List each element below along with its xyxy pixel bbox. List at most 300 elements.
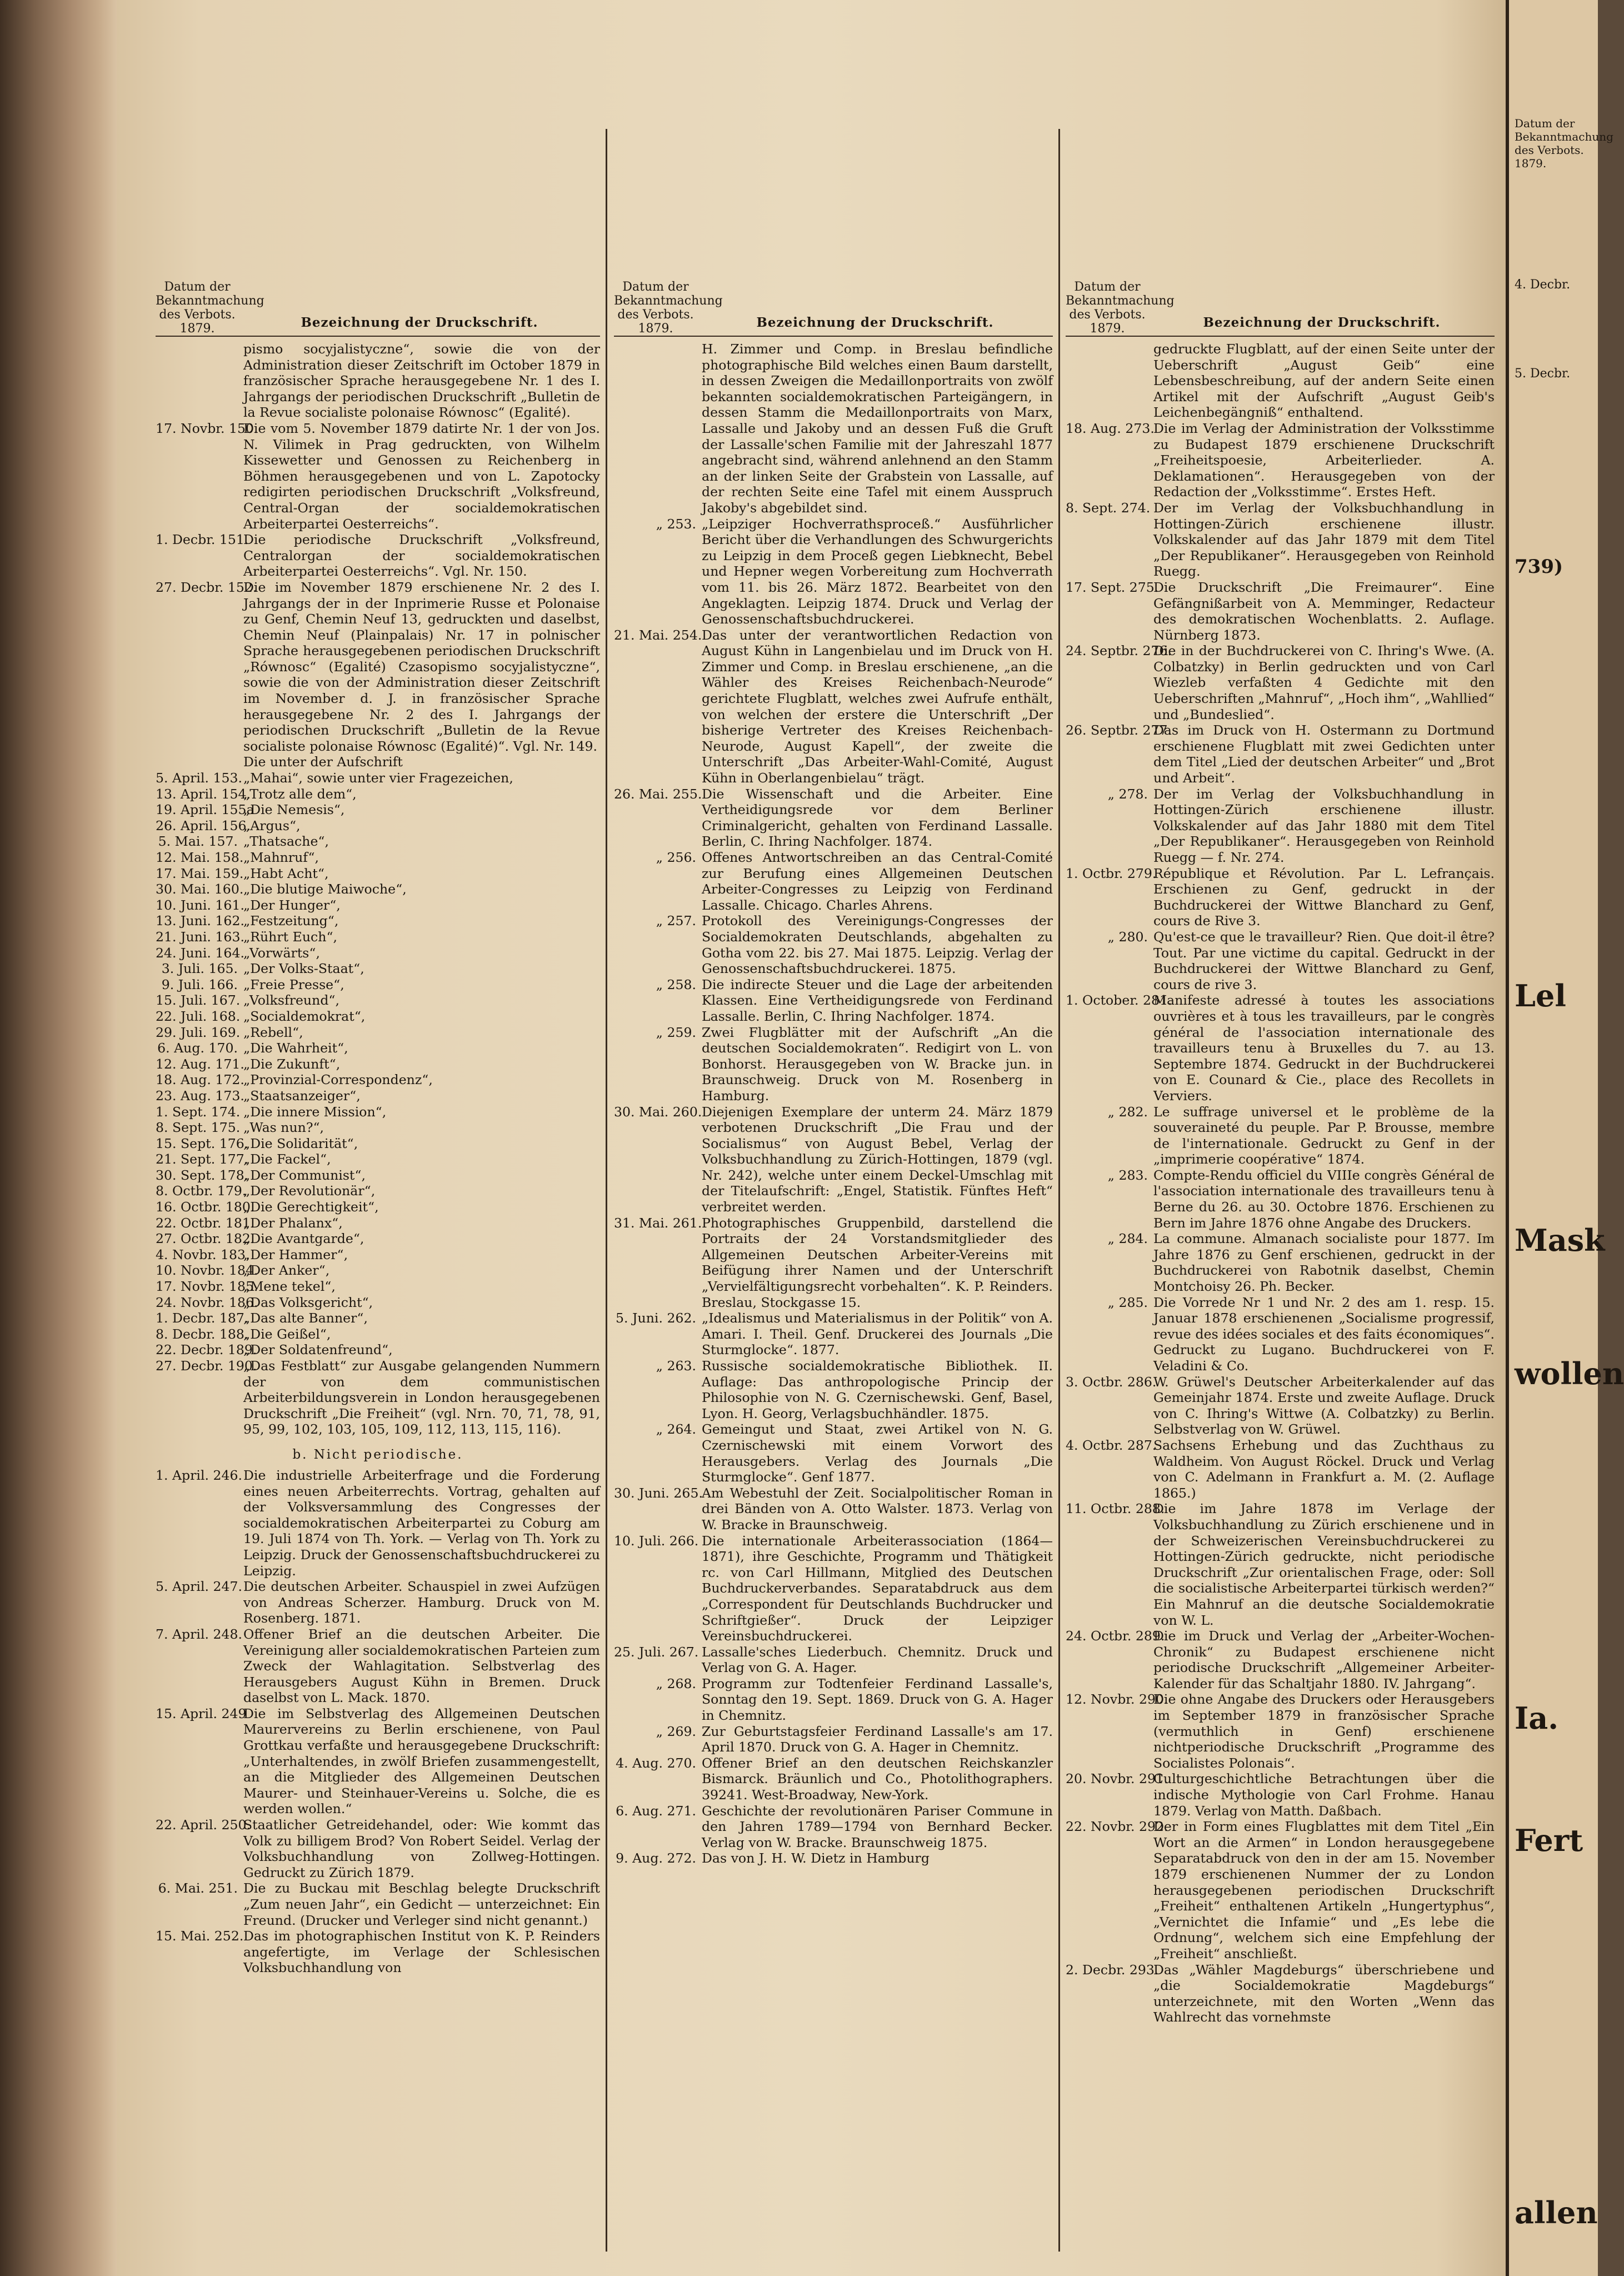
entry-date: „ 282.: [1107, 1104, 1148, 1120]
entry-text: Photographisches Gruppenbild, darstellend die Portraits der 24 Vorstandsmitglieder des Allgemeinen Deutschen Arbeiter-Vereins mit Beifügung ihrer Namen und der Unterschrift „Vervielfältigungsrecht vorbehalten“. K. P. Reinders. Breslau, Stockgasse 15.: [702, 1215, 1053, 1310]
entry-text: „Rührt Euch“,: [243, 929, 338, 945]
list-item: [614, 786, 1053, 850]
list-item: [614, 1310, 1053, 1358]
entry-text: „Mahnruf“,: [243, 850, 319, 865]
entry-text: Die deutschen Arbeiter. Schauspiel in zwei Aufzügen von Andreas Scherzer. Hamburg. Druck von M. Rosenberg. 1871.: [243, 1579, 600, 1626]
entry-text: „Freie Presse“,: [243, 976, 344, 992]
entry-date: 3. Juli. 165.: [161, 961, 238, 977]
entry-date: „ 280.: [1107, 929, 1148, 945]
entry-text: Die vom 5. November 1879 datirte Nr. 1 der von Jos. N. Vilimek in Prag gedruckten, von Wilhelm Kissewetter und Genossen zu Reichenberg in Böhmen herausgegebenen und von L. Zapotocky redigirten periodischen Druckschrift „Volksfreund, Central-Organ der socialdemokratischen Arbeiterpartei Oesterreichs“.: [243, 420, 600, 532]
entry-date: 6. Aug. 170.: [157, 1040, 238, 1056]
next-page-ad: Fert: [1515, 1823, 1583, 1858]
list-item: [156, 532, 600, 580]
list-item: [156, 881, 600, 897]
list-item: [156, 929, 600, 945]
list-item: [156, 1025, 600, 1041]
entry-date: 4. Octbr. 287.: [1066, 1437, 1157, 1453]
entry-text: „Die Geißel“,: [243, 1326, 331, 1342]
list-item: [1066, 1771, 1495, 1819]
entry-text: „Vorwärts“,: [243, 945, 320, 961]
list-item: [156, 1183, 600, 1199]
section-heading: b. Nicht periodische.: [292, 1447, 463, 1462]
list-item: [1066, 643, 1495, 722]
entry-text: „Der Hunger“,: [243, 897, 341, 913]
entry-text: gedruckte Flugblatt, auf der einen Seite unter der Ueberschrift „August Geib“ eine Lebensbeschreibung, auf der andern Seite einen Artikel mit der Aufschrift „August Geib's Leichenbegängniß“ enthaltend.: [1153, 341, 1495, 421]
entry-date: 27. Decbr. 190.: [156, 1358, 257, 1374]
entry-date: 15. Mai. 252.: [156, 1928, 244, 1944]
entry-date: 21. Juni. 163.: [156, 929, 244, 945]
next-page-ad: Ia.: [1515, 1700, 1559, 1736]
entry-date: 22. Novbr. 292.: [1066, 1819, 1168, 1835]
list-item: [1066, 722, 1495, 786]
entry-list: [156, 341, 600, 1976]
entry-text: Das im Druck von H. Ostermann zu Dortmund erschienene Flugblatt mit zwei Gedichten unter dem Titel „Lied der deutschen Arbeiter“ und „Brot und Arbeit“.: [1153, 722, 1495, 786]
entry-date: 24. Septbr. 276.: [1066, 643, 1172, 659]
list-item: [156, 1468, 600, 1579]
entry-date: 1. October. 281.: [1066, 992, 1172, 1009]
entry-date: 22. Decbr. 189.: [156, 1342, 257, 1358]
list-item: [1066, 1295, 1495, 1374]
list-item: [1066, 1819, 1495, 1961]
entry-text: Die industrielle Arbeiterfrage und die Forderung eines neuen Arbeiterrechts. Vortrag, gehalten auf der Volksversammlung des Congresses der socialdemokratischen Arbeiterpartei zu Coburg am 19. Juli 1874 von Th. York. — Verlag von Th. York zu Leipzig. Druck der Genossenschaftsbuchdruckerei zu Leipzig.: [243, 1467, 600, 1579]
list-item: [614, 1104, 1053, 1215]
list-item: [156, 1247, 600, 1263]
entry-date: 26. April. 156.: [156, 817, 251, 833]
next-page-ad: allen: [1515, 2195, 1598, 2230]
entry-date: 12. Novbr. 290.: [1066, 1691, 1168, 1708]
list-item: [1066, 929, 1495, 992]
entry-date: 6. Aug. 271.: [616, 1803, 696, 1819]
entry-date: 5. Mai. 157.: [158, 833, 238, 850]
entry-text: „Die blutige Maiwoche“,: [243, 881, 407, 897]
entry-text: Offenes Antwortschreiben an das Central-Comité zur Berufung eines Allgemeinen Deutschen Arbeiter-Congresses zu Leipzig von Ferdinand Lassalle. Chicago. Charles Ahrens.: [702, 850, 1053, 913]
entry-text: „Die Solidarität“,: [243, 1135, 358, 1151]
entry-text: Die im Selbstverlag des Allgemeinen Deutschen Maurervereins zu Berlin erschienene, von Paul Grottkau verfaßte und herausgegebene Druckschrift: „Unterhaltendes, in zwölf Briefen zusammengestellt, an die Mitglieder des Allgemeinen Deutschen Maurer- und Steinhauer-Vereins u. Solche, die es werden wollen.“: [243, 1705, 600, 1817]
list-item: [614, 1025, 1053, 1104]
entry-text: „Leipziger Hochverrathsproceß.“ Ausführlicher Bericht über die Verhandlungen des Schwurgerichts zu Leipzig in dem Proceß gegen Liebknecht, Bebel und Hepner wegen Vorbereitung zum Hochverrath vom 11. bis 26. März 1872. Bearbeitet von den Angeklagten. Leipzig 1874. Druck und Verlag der Genossenschaftsbuchdruckerei.: [702, 516, 1053, 627]
entry-text: „Die innere Mission“,: [243, 1104, 387, 1120]
entry-date: 1. April. 246.: [156, 1467, 243, 1483]
list-item: [156, 1262, 600, 1279]
list-item: [1066, 1167, 1495, 1231]
entry-date: 13. April. 154.: [156, 786, 251, 802]
entry-date: 24. Juni. 164.: [156, 945, 244, 961]
entry-text: „Die Avantgarde“,: [243, 1231, 364, 1247]
entry-text: Sachsens Erhebung und das Zuchthaus zu Waldheim. Von August Röckel. Druck und Verlag von C. Adelmann in Frankfurt a. M. (2. Auflage 1865.): [1153, 1437, 1495, 1501]
list-item: [614, 1755, 1053, 1803]
entry-date: „ 256.: [656, 850, 696, 865]
entry-text: Offener Brief an die deutschen Arbeiter. Die Vereinigung aller socialdemokratischen Parteien zum Zweck der Wahlagitation. Selbstverlag des Herausgebers August Kühn in Bremen. Druck daselbst von L. Mack. 1870.: [243, 1626, 600, 1706]
entry-date: „ 269.: [656, 1723, 696, 1739]
entry-text: „Socialdemokrat“,: [243, 1008, 366, 1024]
next-page-ad: Lel: [1515, 978, 1566, 1014]
entry-date: 17. Novbr. 150.: [156, 420, 258, 436]
list-item: [156, 977, 600, 993]
column-1: [156, 129, 600, 2263]
column-header: [1066, 258, 1495, 337]
list-item: [156, 833, 600, 850]
entry-text: Gemeingut und Staat, zwei Artikel von N. G. Czernischewski mit einem Vorwort des Herausgebers. Verlag des Journals „Die Sturmglocke“. Genf 1877.: [702, 1421, 1053, 1485]
column-header: [614, 258, 1053, 337]
list-item: [614, 1358, 1053, 1421]
entry-text: Die periodische Druckschrift „Volksfreund, Centralorgan der socialdemokratischen Arbeiterpartei Oesterreichs“. Vgl. Nr. 150.: [243, 532, 600, 580]
entry-text: Diejenigen Exemplare der unterm 24. März 1879 verbotenen Druckschrift „Die Frau und der Socialismus“ von August Bebel, Verlag der Volksbuchhandlung zu Zürich-Hottingen, 1879 (vgl. Nr. 242), welche unter einem Deckel-Umschlag mit der Titelaufschrift: „Engel, Statistik. Fünftes Heft“ verbreitet werden.: [702, 1104, 1053, 1215]
column-rule: [606, 129, 607, 2252]
entry-text: „Staatsanzeiger“,: [243, 1087, 361, 1104]
entry-text: Das im photographischen Institut von K. P. Reinders angefertigte, im Verlage der Schlesischen Volksbuchhandlung von: [243, 1928, 600, 1976]
entry-text: Der in Form eines Flugblattes mit dem Titel „Ein Wort an die Armen“ in London herausgegebene Separatabdruck von den in der am 15. November 1879 erschienenen Nummer der zu London herausgegebenen periodischen Druckschrift „Freiheit“ enthaltenen Artikeln „Hungertyphus“, „Vernichtet die Infamie“ und „Es lebe die Ordnung“, welchem sich eine Empfehlung der „Freiheit“ anschließt.: [1153, 1819, 1495, 1961]
list-item: [156, 1072, 600, 1088]
entry-text: „Rebell“,: [243, 1024, 303, 1040]
entry-text: Die zu Buckau mit Beschlag belegte Druckschrift „Zum neuen Jahr“, ein Gedicht — unterzeichnet: Ein Freund. (Drucker und Verleger sind nicht genannt.): [243, 1880, 600, 1928]
list-item: [614, 1803, 1053, 1851]
entry-date: 8. Decbr. 188.: [156, 1326, 249, 1342]
list-item: [614, 1533, 1053, 1644]
list-item: [156, 1326, 600, 1342]
next-page-date: 4. Decbr.: [1515, 278, 1571, 292]
list-item: [156, 850, 600, 866]
entry-text: „Provinzial-Correspondenz“,: [243, 1072, 433, 1088]
entry-text: „Der Volks-Staat“,: [243, 961, 364, 977]
entry-text: Die unter der Aufschrift: [243, 754, 403, 770]
entry-date: 1. Octbr. 279.: [1066, 865, 1157, 881]
entry-text: Lassalle'sches Liederbuch. Chemnitz. Druck und Verlag von G. A. Hager.: [702, 1644, 1053, 1676]
list-item: [156, 1817, 600, 1880]
list-item: [1066, 1231, 1495, 1294]
entry-date: [1066, 341, 1153, 421]
entry-date: „ 268.: [656, 1675, 696, 1691]
list-item: [156, 1626, 600, 1706]
entry-text: République et Révolution. Par L. Lefrançais. Erschienen zu Genf, gedruckt in der Buchdruckerei der Wittwe Blanchard zu Genf, cours de Rive 3.: [1153, 865, 1495, 929]
entry-date: 1. Decbr. 151.: [156, 532, 249, 548]
entry-date: 30. Mai. 160.: [156, 881, 244, 897]
entry-date: 26. Septbr. 277.: [1066, 722, 1172, 738]
list-item: [156, 1104, 600, 1120]
entry-date: „ 253.: [656, 516, 696, 532]
list-item: [156, 1706, 600, 1817]
entry-text: „Die Zukunft“,: [243, 1056, 341, 1072]
entry-date: 3. Octbr. 286.: [1066, 1374, 1157, 1390]
entry-date: 31. Mai. 261.: [614, 1215, 702, 1231]
entry-text: Die Druckschrift „Die Freimaurer“. Eine Gefängnißarbeit von A. Memminger, Redacteur des demokratischen Wochenblatts. 2. Auflage. Nürnberg 1873.: [1153, 579, 1495, 643]
entry-date: 5. Juni. 262.: [616, 1310, 696, 1326]
list-item: [156, 1199, 600, 1215]
entry-text: „Thatsache“,: [243, 833, 329, 850]
entry-text: Protokoll des Vereinigungs-Congresses der Socialdemokraten Deutschlands, abgehalten zu Gotha vom 22. bis 27. Mai 1875. Leipzig. Verlag der Genossenschaftsbuchdruckerei. 1875.: [702, 913, 1053, 977]
entry-text: Das von J. H. W. Dietz in Hamburg: [702, 1850, 930, 1866]
list-item: [156, 1579, 600, 1626]
list-item: [156, 421, 600, 532]
list-item: [1066, 341, 1495, 421]
entry-text: „Das Festblatt“ zur Ausgabe gelangenden Nummern der von dem communistischen Arbeiterbildungsverein in London herausgegebenen Druckschrift „Die Freiheit“ (vgl. Nrn. 70, 71, 78, 91, 95, 99, 102, 103, 105, 109, 112, 113, 115, 116).: [243, 1358, 600, 1438]
list-item: [156, 1310, 600, 1326]
entry-text: Zwei Flugblätter mit der Aufschrift „An die deutschen Socialdemokraten“. Redigirt von L. von Bonhorst. Herausgegeben von W. Bracke jun. in Braunschweig. Druck von M. Rosenberg in Hamburg.: [702, 1024, 1053, 1104]
entry-text: Die im Verlag der Administration der Volksstimme zu Budapest 1879 erschienene Druckschrift „Freiheitspoesie, Arbeiterlieder. A. Deklamationen“. Herausgegeben von der Redaction der „Volksstimme“. Erstes Heft.: [1153, 420, 1495, 500]
list-item: [156, 1295, 600, 1311]
entry-text: Das unter der verantwortlichen Redaction von August Kühn in Langenbielau und im Druck von H. Zimmer und Comp. in Breslau erschienene, „an die Wähler des Kreises Reichenbach-Neurode“ gerichtete Flugblatt, welches zwei Aufrufe enthält, von welchen der erstere die Unterschrift „Der bisherige Vertreter des Kreises Reichenbach-Neurode, August Kapell“, der zweite die Unterschrift „Das Arbeiter-Wahl-Comité, August Kühn in Oberlangenbielau“ trägt.: [702, 627, 1053, 786]
list-item: [156, 1120, 600, 1136]
list-item: [614, 977, 1053, 1025]
entry-text: „Die Gerechtigkeit“,: [243, 1199, 379, 1215]
list-item: [156, 580, 600, 755]
entry-date: 20. Novbr. 291.: [1066, 1771, 1168, 1787]
entry-date: 30. Juni. 265.: [614, 1485, 703, 1501]
entry-text: „Mene tekel“,: [243, 1279, 336, 1295]
entry-date: [156, 341, 243, 421]
list-item: [156, 1167, 600, 1184]
entry-text: „Der Anker“,: [243, 1262, 330, 1279]
entry-date: „ 263.: [656, 1358, 696, 1374]
list-item: [614, 341, 1053, 516]
entry-text: „Die Wahrheit“,: [243, 1040, 348, 1056]
next-page-ad: wollen: [1515, 1356, 1624, 1391]
list-item: [156, 1279, 600, 1295]
date-header: Datum der Bekanntmachung des Verbots. 1879.: [156, 280, 264, 336]
list-item: [156, 1151, 600, 1167]
entry-date: 18. Aug. 172.: [156, 1072, 244, 1088]
list-item: [156, 754, 600, 770]
entry-text: Die im Jahre 1878 im Verlage der Volksbuchhandlung zu Zürich erschienene und in der Schweizerischen Vereinsbuchdruckerei zu Hottingen-Zürich gedruckte, nicht periodische Druckschrift „Zur orientalischen Frage, oder: Soll die socialistische Arbeiterpartei türkisch werden?“ Ein Mahnruf an die deutsche Socialdemokratie von W. L.: [1153, 1501, 1495, 1628]
entry-date: 8. Octbr. 179.: [156, 1183, 247, 1199]
list-item: [614, 1485, 1053, 1533]
entry-text: Le suffrage universel et le problème de la souveraineté du peuple. Par P. Brousse, membre de l'internationale. Gedruckt zu Genf in der „imprimerie coopérative“ 1874.: [1153, 1104, 1495, 1167]
list-item: [1066, 1501, 1495, 1628]
entry-date: 1. Sept. 174.: [156, 1104, 241, 1120]
entry-date: „ 283.: [1107, 1167, 1148, 1183]
entry-date: 4. Aug. 270.: [616, 1755, 696, 1771]
entry-text: Die ohne Angabe des Druckers oder Herausgebers im September 1879 in französischer Sprache (vermuthlich in Genf) erschienene nichtperiodische Druckschrift „Programme des Socialistes Polonais“.: [1153, 1691, 1495, 1771]
list-item: [156, 1136, 600, 1152]
entry-text: pismo socyjalistyczne“, sowie die von der Administration dieser Zeitschrift im October 1879 in französischer Sprache herausgegebene Nr. 1 des I. Jahrgangs der periodischen Druckschrift „Bulletin de la Revue socialiste polonaise Równosc“ (Egalité).: [243, 341, 600, 421]
entry-text: „Der Phalanx“,: [243, 1215, 343, 1231]
entry-date: 1. Decbr. 187.: [156, 1310, 249, 1326]
entry-text: „Mahai“, sowie unter vier Fragezeichen,: [243, 770, 513, 786]
entry-date: 26. Mai. 255.: [614, 786, 702, 802]
column-2: [614, 129, 1053, 2263]
entry-date: 5. April. 247.: [156, 1579, 243, 1595]
entry-text: Die Wissenschaft und die Arbeiter. Eine Vertheidigungsrede vor dem Berliner Criminalgericht, gehalten von Ferdinand Lassalle. Berlin, C. Ihring Nachfolger. 1874.: [702, 786, 1053, 850]
entry-date: „ 258.: [656, 976, 696, 992]
next-page-ad: Mask: [1515, 1222, 1605, 1258]
list-item: [1066, 580, 1495, 643]
list-item: [156, 1358, 600, 1438]
entry-text: „Volksfreund“,: [243, 992, 339, 1009]
list-item: [614, 1215, 1053, 1311]
entry-date: 27. Decbr. 152.: [156, 579, 257, 595]
entry-text: Russische socialdemokratische Bibliothek. II. Auflage: Das anthropologische Princip der Philosophie von N. G. Czernischewski. Genf, Basel, Lyon. H. Georg, Verlagsbuchhändler. 1875.: [702, 1358, 1053, 1421]
list-item: [156, 802, 600, 818]
list-item: [614, 627, 1053, 786]
entry-date: 21. Mai. 254.: [614, 627, 702, 643]
entry-date: „ 264.: [656, 1421, 696, 1438]
list-item: [1066, 786, 1495, 866]
list-item: [1066, 992, 1495, 1104]
list-item: [1066, 1628, 1495, 1691]
entry-text: „Trotz alle dem“,: [243, 786, 357, 802]
next-page-date: 5. Decbr.: [1515, 367, 1571, 381]
entry-date: „ 284.: [1107, 1231, 1148, 1247]
entry-date: 11. Octbr. 288.: [1066, 1501, 1165, 1517]
entry-date: „ 278.: [1107, 786, 1148, 802]
entry-text: Die im Druck und Verlag der „Arbeiter-Wochen-Chronik“ zu Budapest erschienene nicht periodische Druckschrift „Allgemeiner Arbeiter-Kalender für das Schaltjahr 1880. IV. Jahrgang“.: [1153, 1628, 1495, 1691]
entry-text: Der im Verlag der Volksbuchhandlung in Hottingen-Zürich erschienene illustr. Volkskalender auf das Jahr 1879 mit dem Titel „Der Republikaner“. Herausgegeben von Reinhold Ruegg.: [1153, 500, 1495, 580]
list-item: [156, 1231, 600, 1247]
entry-date: 27. Octbr. 182.: [156, 1231, 255, 1247]
entry-text: Die Vorrede Nr 1 und Nr. 2 des am 1. resp. 15. Januar 1878 erschienenen „Socialisme progressif, revue des idées sociales et des faits économiques“. Gedruckt zu Lugano. Buchdruckerei von F. Veladini & Co.: [1153, 1294, 1495, 1374]
list-item: [156, 961, 600, 977]
entry-text: „Der Hammer“,: [243, 1246, 348, 1262]
entry-date: 17. Mai. 159.: [156, 865, 244, 881]
entry-text: „Argus“,: [243, 817, 301, 833]
list-item: [614, 1644, 1053, 1676]
entry-text: „Der Communist“,: [243, 1167, 366, 1183]
entry-date: 10. Juli. 266.: [614, 1533, 699, 1549]
entry-date: 5. April. 153.: [156, 770, 243, 786]
list-item: [1066, 1104, 1495, 1167]
entry-text: „Die Fackel“,: [243, 1151, 331, 1167]
entry-date: „ 257.: [656, 913, 696, 929]
entry-date: „ 285.: [1107, 1294, 1148, 1310]
entry-date: 23. Aug. 173.: [156, 1087, 244, 1104]
entry-date: 10. Novbr. 184.: [156, 1262, 258, 1279]
entry-date: 2. Decbr. 293.: [1066, 1961, 1159, 1978]
list-item: [1066, 421, 1495, 500]
entry-text: Manifeste adressé à toutes les associations ouvrières et à tous les travailleurs, par le congrès général de l'association internationale des travailleurs tenu à Bruxelles du 7. au 13. Septembre 1874. Gedruckt in der Buchdruckerei von E. Counard & Cie., place des Recollets in Verviers.: [1153, 992, 1495, 1104]
list-item: [1066, 1691, 1495, 1771]
list-item: [614, 1724, 1053, 1755]
entry-date: 18. Aug. 273.: [1066, 420, 1155, 436]
list-item: [156, 1088, 600, 1104]
entry-date: 24. Octbr. 289.: [1066, 1628, 1165, 1644]
entry-date: 22. Octbr. 181.: [156, 1215, 255, 1231]
list-item: [156, 866, 600, 882]
list-item: [156, 913, 600, 929]
entry-date: 30. Mai. 260.: [614, 1104, 702, 1120]
entry-text: „Das Volksgericht“,: [243, 1294, 373, 1310]
entry-date: 6. Mai. 251.: [158, 1880, 238, 1896]
list-item: [614, 1850, 1053, 1866]
title-header: Bezeichnung der Druckschrift.: [301, 315, 538, 330]
entry-text: Staatlicher Getreidehandel, oder: Wie kommt das Volk zu billigem Brod? Von Robert Seidel. Verlag der Volksbuchhandlung von Zollweg-Hottingen. Gedruckt zu Zürich 1879.: [243, 1817, 600, 1880]
entry-list: [1066, 341, 1495, 2025]
entry-text: Das „Wähler Magdeburgs“ überschriebene und „die Socialdemokratie Magdeburgs“ unterzeichnete, mit den Worten „Wenn das Wahlrecht das vornehmste: [1153, 1961, 1495, 2025]
list-item: [156, 818, 600, 834]
list-item: [614, 516, 1053, 627]
entry-date: 25. Juli. 267.: [614, 1644, 699, 1660]
column-3: [1066, 129, 1495, 2263]
entry-text: H. Zimmer und Comp. in Breslau befindliche photographische Bild welches einen Baum darstellt, in dessen Zweigen die Medaillonportraits von zwölf bekannten socialdemokratischen Parteigängern, in dessen Stamm die Medaillonportraits von Marx, Lassalle und Jakoby und an dessen Fuß die Gruft der Lassalle'schen Familie mit der Jahreszahl 1877 angebracht sind, während anlehnend an den Stamm an der linken Seite der Grabstein von Lassalle, auf der rechten Seite eine Tafel mit einem Ausspruch Jakoby's abgebildet sind.: [702, 341, 1053, 516]
list-item: [1066, 1438, 1495, 1501]
entry-date: 15. Sept. 176.: [156, 1135, 249, 1151]
entry-list: [614, 341, 1053, 1866]
entry-date: 29. Juli. 169.: [156, 1024, 241, 1040]
entry-text: „Der Soldatenfreund“,: [243, 1342, 393, 1358]
list-item: [156, 992, 600, 1009]
next-page-header: Datum der Bekanntmachung des Verbots. 1879.: [1515, 117, 1613, 170]
entry-date: 22. Juli. 168.: [156, 1008, 241, 1024]
entry-date: 22. April. 250.: [156, 1817, 251, 1833]
entry-date: 15. Juli. 167.: [156, 992, 241, 1009]
entry-date: 9. Juli. 166.: [161, 976, 238, 992]
list-item: [156, 1880, 600, 1928]
entry-date: 10. Juni. 161.: [156, 897, 244, 913]
entry-date: 30. Sept. 178.: [156, 1167, 249, 1183]
entry-date: „ 259.: [656, 1024, 696, 1040]
entry-text: Die internationale Arbeiterassociation (1864—1871), ihre Geschichte, Programm und Thätigkeit rc. von Carl Hillmann, Mitglied des Deutschen Buchdruckerverbandes. Separatabdruck aus dem „Correspondent für Deutschlands Buchdrucker und Schriftgießer“. Druck der Leipziger Vereinsbuchdruckerei.: [702, 1533, 1053, 1644]
entry-date: 4. Novbr. 183.: [156, 1246, 250, 1262]
entry-date: 12. Aug. 171.: [156, 1056, 244, 1072]
entry-text: La commune. Almanach socialiste pour 1877. Im Jahre 1876 zu Genf erschienen, gedruckt in der Buchdruckerei von Rabotnik daselbst, Chemin Montchoisy 26. Ph. Becker.: [1153, 1231, 1495, 1295]
entry-text: Geschichte der revolutionären Pariser Commune in den Jahren 1789—1794 von Bernhard Becker. Verlag von W. Bracke. Braunschweig 1875.: [702, 1803, 1053, 1850]
list-item: [1066, 866, 1495, 929]
entry-text: Qu'est-ce que le travailleur? Rien. Que doit-il être? Tout. Par une victime du capital. Gedruckt in der Buchdruckerei der Wittwe Blanchard zu Genf, cours de rive 3.: [1153, 929, 1495, 992]
list-item: [156, 770, 600, 786]
list-item: [156, 1040, 600, 1056]
entry-text: „Habt Acht“,: [243, 865, 329, 881]
entry-text: Am Webestuhl der Zeit. Socialpolitischer Roman in drei Bänden von A. Otto Walster. 1873. Verlag von W. Bracke in Braunschweig.: [702, 1485, 1053, 1533]
list-item: [614, 913, 1053, 976]
list-item: [614, 850, 1053, 913]
list-item: [156, 1215, 600, 1231]
list-item: [614, 1421, 1053, 1485]
column-header: [156, 258, 600, 337]
entry-date: 13. Juni. 162.: [156, 913, 244, 929]
list-item: [156, 897, 600, 914]
entry-text: „Das alte Banner“,: [243, 1310, 368, 1326]
entry-text: W. Grüwel's Deutscher Arbeiterkalender auf das Gemeinjahr 1874. Erste und zweite Auflage. Druck von C. Ihring's Wittwe (A. Colbatzky) zu Berlin. Selbstverlag von W. Grüwel.: [1153, 1374, 1495, 1438]
entry-date: 16. Octbr. 180.: [156, 1199, 255, 1215]
next-page-edge: [1506, 0, 1624, 2276]
entry-text: Die in der Buchdruckerei von C. Ihring's Wwe. (A. Colbatzky) in Berlin gedruckten und von Carl Wiezleb verfaßten 4 Gedichte mit den Ueberschriften „Mahnruf“, „Hoch ihm“, „Wahllied“ und „Bundeslied“.: [1153, 643, 1495, 722]
list-item: [614, 1676, 1053, 1724]
date-header: Datum der Bekanntmachung des Verbots. 1879.: [1066, 280, 1175, 336]
entry-date: 21. Sept. 177.: [156, 1151, 249, 1167]
next-page-ad: 739): [1515, 556, 1563, 578]
title-header: Bezeichnung der Druckschrift.: [1203, 315, 1441, 330]
list-item: [1066, 1962, 1495, 2025]
entry-date: 24. Novbr. 186.: [156, 1294, 258, 1310]
entry-text: „Der Revolutionär“,: [243, 1183, 376, 1199]
entry-text: Die im November 1879 erschienene Nr. 2 des I. Jahrgangs der in der Inprimerie Russe et Polonaise zu Genf, Chemin Neuf 13, gedruckten und daselbst, Chemin Neuf (Plainpalais) Nr. 17 in polnischer Sprache herausgegebenen periodischen Druckschrift „Równosc“ (Egalité) Czasopismo socyjalistyczne“, sowie die von der Administration dieser Zeitschrift im November d. J. in französischer Sprache herausgegebene Nr. 2 des I. Jahrgangs der periodischen Druckschrift „Bulletin de la Revue socialiste polonaise Równosc (Egalité)“. Vgl. Nr. 149.: [243, 579, 600, 754]
entry-date: [614, 341, 702, 516]
entry-date: 7. April. 248.: [156, 1626, 243, 1642]
list-item: [156, 1009, 600, 1025]
entry-date: 8. Sept. 274.: [1066, 500, 1151, 516]
entry-date: [156, 754, 243, 770]
entry-text: „Festzeitung“,: [243, 913, 339, 929]
entry-text: Compte-Rendu officiel du VIIIe congrès Général de l'association internationale des travailleurs tenu à Berne du 26. au 30. Octobre 1876. Erschienen zu Bern im Jahre 1876 ohne Angabe des Druckers.: [1153, 1167, 1495, 1231]
entry-text: Offener Brief an den deutschen Reichskanzler Bismarck. Bräunlich und Co., Photolithographers. 39241. West-Broadway, New-York.: [702, 1755, 1053, 1803]
entry-date: 12. Mai. 158.: [156, 850, 244, 865]
entry-text: Der im Verlag der Volksbuchhandlung in Hottingen-Zürich erschienene illustr. Volkskalender auf das Jahr 1880 mit dem Titel „Der Republikaner“. Herausgegeben von Reinhold Ruegg — f. Nr. 274.: [1153, 786, 1495, 865]
entry-date: 9. Aug. 272.: [616, 1850, 696, 1866]
entry-text: „Idealismus und Materialismus in der Politik“ von A. Amari. I. Theil. Genf. Druckerei des Journals „Die Sturmglocke“. 1877.: [702, 1310, 1053, 1358]
entry-text: Zur Geburtstagsfeier Ferdinand Lassalle's am 17. April 1870. Druck von G. A. Hager in Chemnitz.: [702, 1723, 1053, 1755]
entry-date: 17. Sept. 275.: [1066, 579, 1159, 595]
entry-date: 15. April. 249: [156, 1705, 247, 1721]
list-item: [156, 1056, 600, 1072]
book-gutter: [0, 0, 117, 2276]
entry-text: Culturgeschichtliche Betrachtungen über die indische Mythologie von Carl Frohme. Hanau 1879. Verlag von Matth. Daßbach.: [1153, 1771, 1495, 1819]
list-item: [1066, 1374, 1495, 1438]
entry-text: Die indirecte Steuer und die Lage der arbeitenden Klassen. Eine Vertheidigungsrede von Ferdinand Lassalle. Berlin, C. Ihring Nachfolger. 1874.: [702, 976, 1053, 1024]
entry-text: „Was nun?“,: [243, 1120, 324, 1136]
title-header: Bezeichnung der Druckschrift.: [756, 315, 994, 330]
date-header: Datum der Bekanntmachung des Verbots. 1879.: [614, 280, 723, 336]
column-rule: [1058, 129, 1060, 2252]
list-item: [156, 786, 600, 802]
list-item: [156, 341, 600, 421]
